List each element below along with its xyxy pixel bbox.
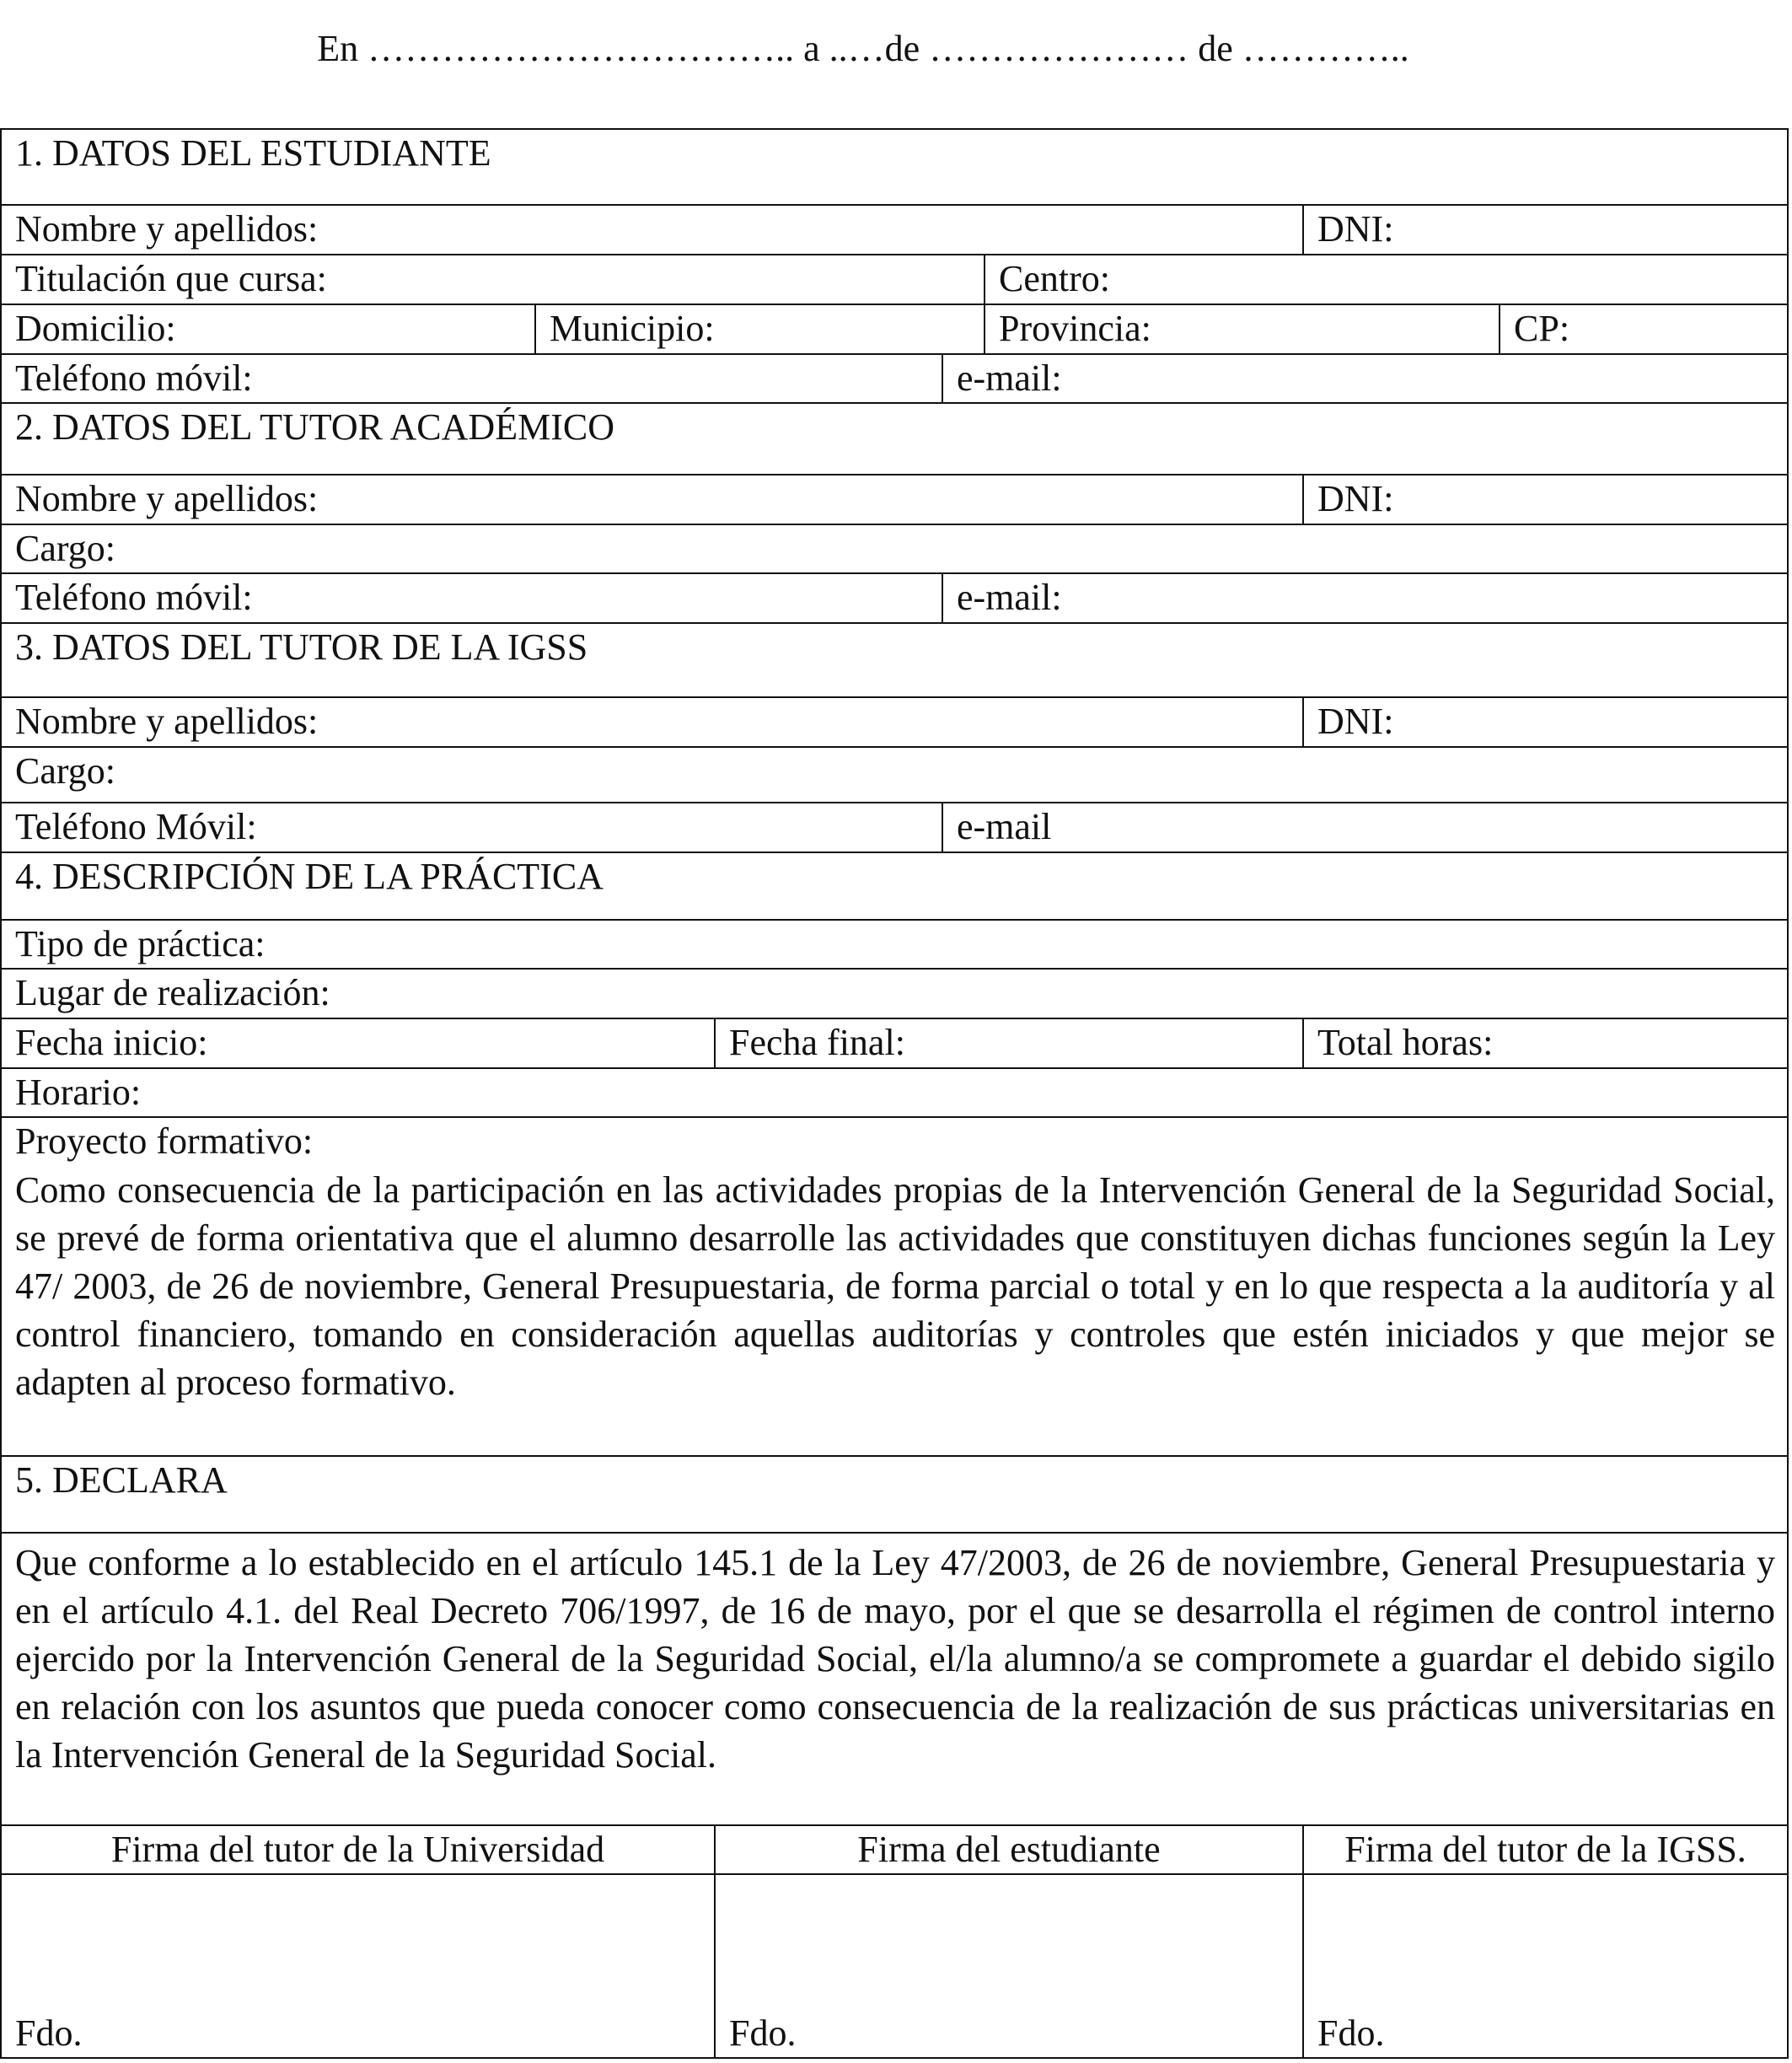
declaration-row [2,1532,1787,1824]
academic-tutor-phone-field[interactable]: Teléfono móvil: [15,577,253,618]
academic-tutor-email-field[interactable]: e-mail: [942,574,1787,622]
practice-place-row [2,968,1787,1018]
declaration-text: Que conforme a lo establecido en el artículo 145.1 de la Ley 47/2003, de 26 de noviembre, General Presupuestaria y en el artículo 4.1. del Real Decreto 706/1997, de 16 de mayo, por el que se desarrolla el régimen de control interno ejercido por la Intervención General de la Seguridad Social, el/la alumno/a se compromete a guardar el debido sigilo en relación con los asuntos que pueda conocer como consecuencia de la realización de sus prácticas universitarias en la Intervención General de la Seguridad Social. [15,1542,1775,1776]
student-signature-label: Firma del estudiante [714,1826,1302,1873]
schedule-row [2,1067,1787,1116]
igss-tutor-position-field[interactable]: Cargo: [15,750,115,792]
igss-tutor-position-row [2,746,1787,802]
student-degree-row [2,254,1787,304]
section-1-title: 1. DATOS DEL ESTUDIANTE [15,132,491,174]
student-name-row [2,204,1787,254]
section-3-title-row [2,622,1787,696]
schedule-field[interactable]: Horario: [15,1072,142,1113]
student-dni-field[interactable]: DNI: [1302,206,1787,254]
practice-dates-row [2,1018,1787,1067]
section-3-title: 3. DATOS DEL TUTOR DE LA IGSS [15,626,588,668]
igss-tutor-signature-label: Firma del tutor de la IGSS. [1302,1826,1787,1873]
section-2-title-row [2,402,1787,474]
signature-labels-row [2,1824,1787,1873]
igss-tutor-email-field[interactable]: e-mail [942,803,1787,852]
student-address-field[interactable]: Domicilio: [15,308,176,349]
total-hours-field[interactable]: Total horas: [1302,1019,1787,1067]
student-fdo: Fdo. [729,2012,797,2054]
student-phone-field[interactable]: Teléfono móvil: [15,357,253,399]
section-4-title-row [2,852,1787,919]
student-postal-code-field[interactable]: CP: [1499,305,1787,353]
practice-type-field[interactable]: Tipo de práctica: [15,923,266,964]
section-5-title-row [2,1455,1787,1532]
igss-tutor-dni-field[interactable]: DNI: [1302,698,1787,746]
igss-tutor-phone-field[interactable]: Teléfono Móvil: [15,806,257,847]
section-1-title-row [2,130,1787,204]
student-email-field[interactable]: e-mail: [942,355,1787,402]
university-tutor-signature-label: Firma del tutor de la Universidad [110,1829,605,1870]
training-project-row [2,1116,1787,1455]
place-date-line: En …………………………….. a ..…de ………………… de ………….. [317,28,1409,69]
student-province-field[interactable]: Provincia: [984,305,1499,353]
training-project-text: Como consecuencia de la participación en las actividades propias de la Intervención General de la Seguridad Social, se prevé de forma orientativa que el alumno desarrolle las actividades que constituyen dichas funciones según la Ley 47/ 2003, de 26 de noviembre, General Presupuestaria, de forma parcial o total y en lo que respecta a la auditoría y al control financiero, tomando en consideración aquellas auditorías y controles que estén iniciados y que mejor se adapten al proceso formativo. [15,1169,1775,1403]
section-2-title: 2. DATOS DEL TUTOR ACADÉMICO [15,406,614,448]
igss-tutor-name-field[interactable]: Nombre y apellidos: [15,701,319,742]
student-address-row [2,304,1787,353]
signature-boxes-row [2,1873,1787,2057]
student-degree-field[interactable]: Titulación que cursa: [15,258,327,299]
start-date-field[interactable]: Fecha inicio: [15,1022,208,1063]
academic-tutor-phone-row [2,572,1787,622]
student-signature-box[interactable] [714,1875,1302,2057]
student-municipality-field[interactable]: Municipio: [534,305,984,353]
university-tutor-fdo: Fdo. [15,2012,83,2054]
igss-tutor-fdo: Fdo. [1317,2012,1385,2054]
academic-tutor-position-row [2,524,1787,572]
student-center-field[interactable]: Centro: [984,255,1787,304]
university-tutor-signature-box[interactable] [2,1875,714,2057]
student-phone-row [2,353,1787,402]
practice-agreement-form [0,128,1789,2059]
igss-tutor-signature-box[interactable] [1302,1875,1787,2057]
student-name-field[interactable]: Nombre y apellidos: [15,208,319,250]
section-4-title: 4. DESCRIPCIÓN DE LA PRÁCTICA [15,856,604,897]
academic-tutor-name-field[interactable]: Nombre y apellidos: [15,478,319,519]
training-project-label: Proyecto formativo: [15,1120,314,1162]
section-5-title: 5. DECLARA [15,1459,228,1501]
academic-tutor-name-row [2,474,1787,524]
igss-tutor-phone-row [2,802,1787,852]
end-date-field[interactable]: Fecha final: [714,1019,1302,1067]
academic-tutor-position-field[interactable]: Cargo: [15,528,115,569]
practice-place-field[interactable]: Lugar de realización: [15,972,330,1013]
academic-tutor-dni-field[interactable]: DNI: [1302,475,1787,524]
practice-type-row [2,919,1787,968]
igss-tutor-name-row [2,696,1787,746]
